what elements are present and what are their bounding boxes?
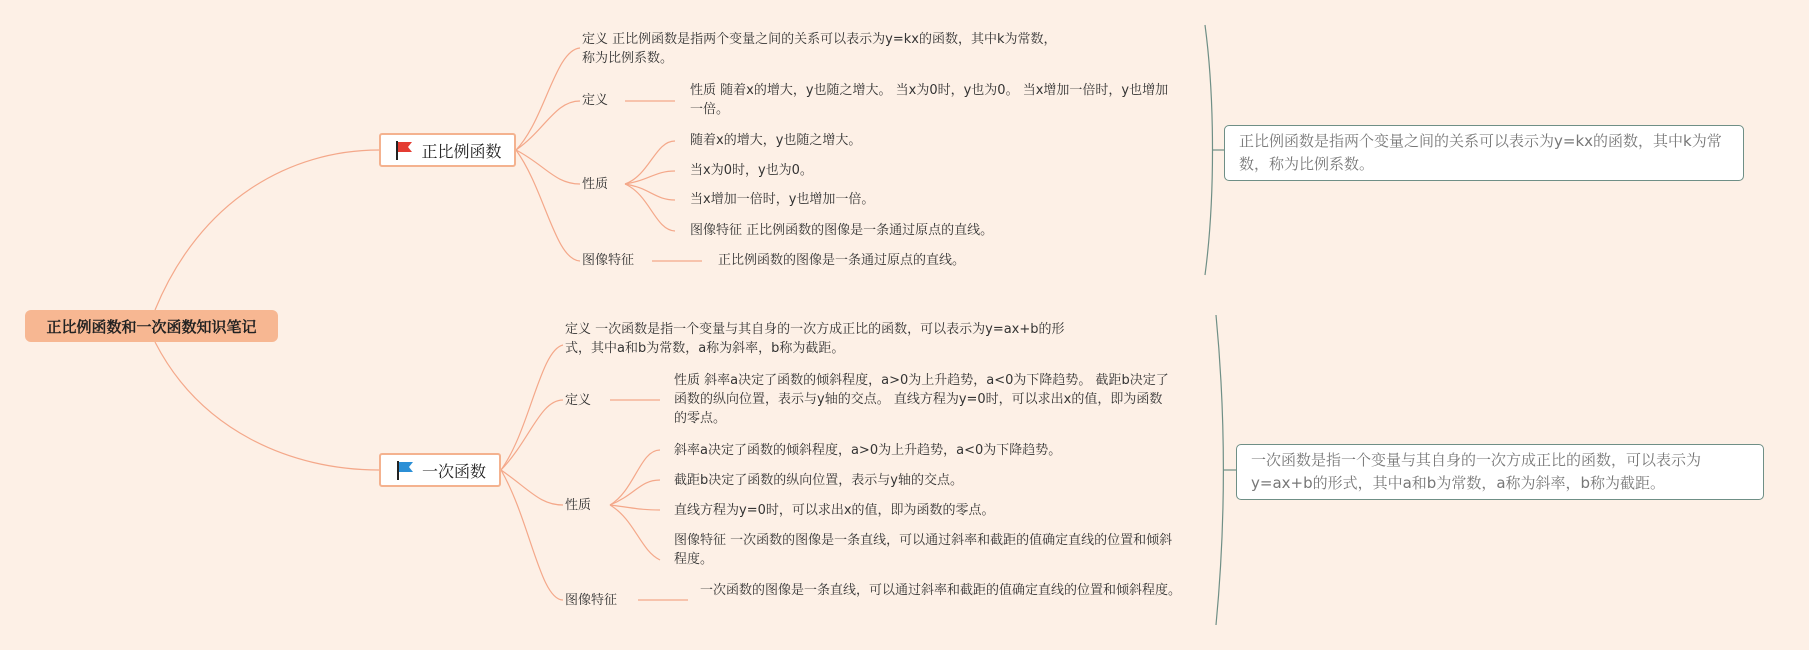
- link-t1-prop-c2: [625, 171, 675, 184]
- t1-image-feature-child[interactable]: 正比例函数的图像是一条通过原点的直线。: [718, 253, 966, 268]
- link-t2-prop-c3: [610, 505, 660, 510]
- t2-property-item[interactable]: 直线方程为y=0时，可以求出x的值，即为函数的零点。: [674, 503, 995, 518]
- link-t1-def: [516, 101, 580, 150]
- t1-property-item[interactable]: 图像特征 正比例函数的图像是一条通过原点的直线。: [690, 223, 994, 238]
- link-t2-img: [501, 470, 563, 600]
- link-t2-prop-c1: [610, 450, 660, 505]
- topic-proportional-function[interactable]: [379, 133, 516, 167]
- t2-property-label[interactable]: 性质: [565, 498, 592, 513]
- link-t1-img: [516, 150, 580, 261]
- blue-flag-icon: [394, 459, 416, 481]
- t1-property-item[interactable]: 随着x的增大，y也随之增大。: [690, 133, 862, 148]
- link-root-topic2: [155, 342, 379, 470]
- root-topic-label: 正比例函数和一次函数知识笔记: [46, 317, 257, 336]
- t2-summary-callout[interactable]: [1236, 444, 1764, 500]
- summary-bracket-1: [1205, 25, 1213, 275]
- link-t2-prop-c4: [610, 505, 660, 560]
- summary-bracket-2: [1216, 315, 1224, 625]
- t1-summary-text: 正比例函数是指两个变量之间的关系可以表示为y=kx的函数，其中k为常数，称为比例系数。: [1239, 132, 1722, 173]
- t1-summary-callout[interactable]: [1224, 125, 1744, 181]
- link-t2-defline: [501, 345, 563, 470]
- t2-definition-line[interactable]: 定义 一次函数是指一个变量与其自身的一次方成正比的函数，可以表示为y=ax+b的形式，其中a和b为常数，a称为斜率，b称为截距。: [565, 322, 1065, 356]
- t1-property-item[interactable]: 当x增加一倍时，y也增加一倍。: [690, 192, 875, 207]
- link-t2-def: [501, 400, 563, 470]
- link-t1-prop: [516, 150, 580, 184]
- link-t2-prop-c2: [610, 480, 660, 505]
- t1-definition-child[interactable]: 性质 随着x的增大，y也随之增大。 当x为0时，y也为0。 当x增加一倍时，y也增加一倍。: [690, 83, 1169, 117]
- t1-image-feature-label[interactable]: 图像特征: [582, 253, 635, 268]
- t2-summary-text: 一次函数是指一个变量与其自身的一次方成正比的函数，可以表示为y=ax+b的形式，其中a和b为常数，a称为斜率，b称为截距。: [1251, 451, 1702, 492]
- topic-label: 正比例函数: [421, 141, 502, 161]
- link-t1-prop-c4: [625, 184, 675, 231]
- t1-definition-line[interactable]: 定义 正比例函数是指两个变量之间的关系可以表示为y=kx的函数，其中k为常数，称为比例系数。: [582, 32, 1057, 66]
- t1-definition-label[interactable]: 定义: [582, 93, 609, 108]
- t2-definition-label[interactable]: 定义: [565, 393, 592, 408]
- topic-linear-function[interactable]: [379, 453, 501, 487]
- t1-property-label[interactable]: 性质: [582, 177, 609, 192]
- t2-property-item[interactable]: 图像特征 一次函数的图像是一条直线，可以通过斜率和截距的值确定直线的位置和倾斜程度。: [674, 533, 1173, 567]
- link-t1-defline: [516, 48, 580, 150]
- red-flag-icon: [393, 139, 415, 161]
- link-root-topic1: [155, 150, 379, 310]
- root-topic[interactable]: [25, 310, 278, 342]
- link-t1-prop-c3: [625, 184, 675, 200]
- topic-label: 一次函数: [421, 461, 486, 481]
- t2-image-feature-child[interactable]: 一次函数的图像是一条直线，可以通过斜率和截距的值确定直线的位置和倾斜程度。: [700, 583, 1182, 598]
- t2-property-item[interactable]: 斜率a决定了函数的倾斜程度，a>0为上升趋势，a<0为下降趋势。: [674, 443, 1062, 458]
- t1-property-item[interactable]: 当x为0时，y也为0。: [690, 163, 813, 178]
- link-t1-prop-c1: [625, 141, 675, 184]
- t2-definition-child[interactable]: 性质 斜率a决定了函数的倾斜程度，a>0为上升趋势，a<0为下降趋势。 截距b决定了函数的纵向位置，表示与y轴的交点。 直线方程为y=0时，可以求出x的值，即为函数的零点。: [674, 373, 1169, 426]
- t2-property-item[interactable]: 截距b决定了函数的纵向位置，表示与y轴的交点。: [674, 473, 963, 488]
- t2-image-feature-label[interactable]: 图像特征: [565, 593, 618, 608]
